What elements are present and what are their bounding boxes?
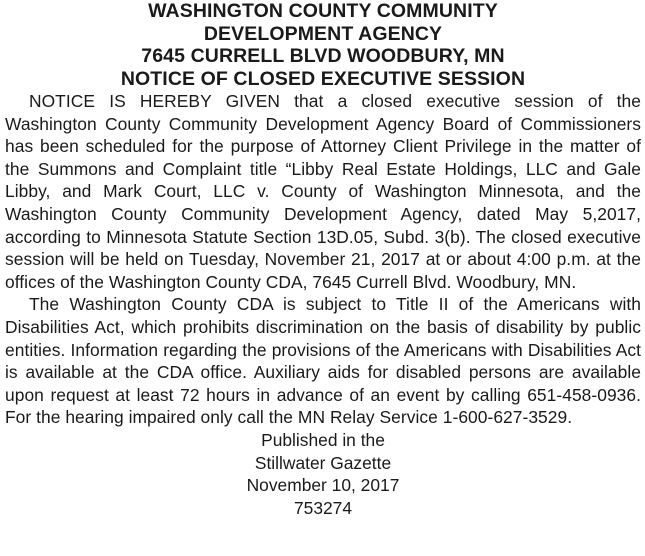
notice-number: 753274 [293, 497, 353, 518]
heading-agency-line1: WASHINGTON COUNTY COMMUNITY [148, 0, 498, 22]
notice-paragraph-1: NOTICE IS HEREBY GIVEN that a closed executive session of the Washington County Community Development Agency Board of Commissioners has been scheduled for the purpose of Attorney Client Privilege in the matter of the Summons and Complaint title “Libby Real Estate Holdings, LLC and Gale Libby, and Mark Court, LLC v. County of Washington Minnesota, and the Washington County Community Development Agency, dated May 5,2017, according to Minnesota Statute Section 13D.05, Subd. 3(b). The closed executive session will be held on Tuesday, November 21, 2017 at or about 4:00 p.m. at the offices of the Washington County CDA, 7645 Currell Blvd. Woodbury, MN. [5, 91, 641, 292]
publication-name: Stillwater Gazette [254, 452, 392, 473]
heading-address: 7645 CURRELL BLVD WOODBURY, MN [141, 45, 505, 67]
heading-notice-title: NOTICE OF CLOSED EXECUTIVE SESSION [120, 67, 526, 90]
heading-agency-line2: DEVELOPMENT AGENCY [203, 22, 443, 45]
notice-paragraph-2: The Washington County CDA is subject to Title II of the Americans with Disabilities Act, which prohibits discrimination on the basis of disability by public entities. Information regarding the provisions of the Americans with Disabilities Act is available at the CDA office. Auxiliary aids for disabled persons are available upon request at least 72 hours in advance of an event by calling 651-458-0936. For the hearing impaired only call the MN Relay Service 1-600-627-3529. [5, 294, 641, 428]
publication-footer [5, 429, 641, 519]
notice-heading [5, 0, 641, 90]
publication-date: November 10, 2017 [246, 475, 400, 496]
published-in-label: Published in the [261, 429, 385, 450]
